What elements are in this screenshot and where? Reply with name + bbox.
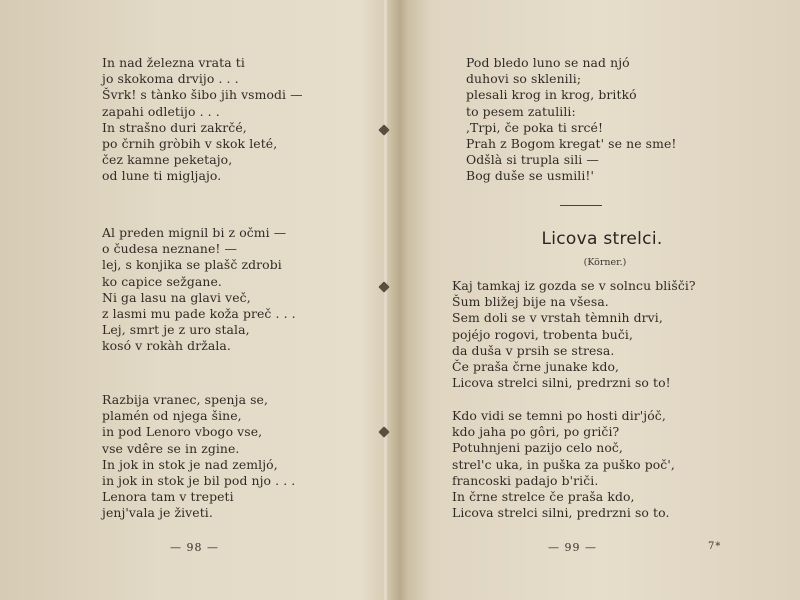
verse-line: Pod bledo luno se nad njó [466, 55, 630, 70]
section-divider [560, 205, 602, 206]
left-stanza-3 [102, 392, 295, 522]
verse-line: kosó v rokàh držala. [102, 338, 231, 354]
verse-line: plamén od njega šine, [102, 408, 242, 424]
verse-line: pojéjo rogovi, trobenta buči, [452, 326, 633, 342]
verse-line: In jok in stok je nad zemljó, [102, 456, 278, 472]
verse-line: Ni ga lasu na glavi več, [102, 289, 251, 305]
page-number: — 98 — [170, 541, 219, 554]
verse-line: ,Trpi, če poka ti srcé! [466, 119, 604, 135]
verse-line: jo skokoma drvijo . . . [102, 71, 239, 87]
verse-line: Švrk! s tànko šibo jih vsmodi — [102, 87, 303, 103]
poem-title: Licova strelci. [541, 229, 663, 249]
verse-line: Licova strelci silni, predrzni so to. [452, 505, 670, 521]
verse-line: to pesem zatulili: [466, 103, 576, 119]
left-stanza-1 [102, 55, 303, 185]
verse-line: Razbija vranec, spenja se, [102, 392, 269, 407]
verse-line: Potuhnjeni pazijo celo noč, [452, 440, 623, 456]
verse-line: plesali krog in krog, britkó [466, 87, 637, 103]
verse-line: Lej, smrt je z uro stala, [102, 322, 250, 338]
verse-line: lej, s konjika se plašč zdrobi [102, 257, 282, 273]
verse-line: strel'c uka, in puška za puško poč', [452, 456, 675, 472]
verse-line: in pod Lenoro vbogo vse, [102, 424, 263, 440]
verse-line: od lune ti migljajo. [102, 168, 222, 184]
verse-line: Šum bližej bije na všesa. [452, 294, 609, 310]
verse-line: Kdo vidi se temni po hosti dir'jóč, [452, 408, 666, 423]
verse-line: Če praša črne junake kdo, [452, 359, 620, 375]
verse-line: kdo jaha po gôri, po griči? [452, 424, 620, 440]
verse-line: Odšlà si trupla sili — [466, 152, 599, 168]
verse-line: francoski padajo b'riči. [452, 472, 599, 488]
left-stanza-2 [102, 225, 296, 355]
verse-line: čez kamne peketajo, [102, 152, 233, 168]
verse-line: Bog duše se usmili!' [466, 168, 594, 184]
verse-line: In strašno duri zakrčé, [102, 119, 247, 135]
right-stanza-top [466, 55, 677, 185]
verse-line: da duša v prsih se stresa. [452, 342, 615, 358]
signature-mark: 7* [708, 541, 722, 552]
verse-line: z lasmi mu pade koža preč . . . [102, 306, 296, 322]
verse-line: jenj'vala je živeti. [102, 505, 213, 521]
verse-line: Lenora tam v trepeti [102, 489, 234, 505]
verse-line: po črnih gròbih v skok leté, [102, 136, 278, 152]
right-stanza-2 [452, 408, 675, 521]
verse-line: Licova strelci silni, predrzni so to! [452, 375, 671, 391]
verse-line: duhovi so sklenili; [466, 71, 582, 87]
verse-line: In nad železna vrata ti [102, 55, 245, 70]
verse-line: ko capice sežgane. [102, 273, 222, 289]
verse-line: o čudesa neznane! — [102, 241, 237, 257]
poem-subtitle: (Körner.) [583, 257, 627, 268]
verse-line: Sem doli se v vrstah tèmnih drvi, [452, 310, 663, 326]
page-number: — 99 — [548, 541, 597, 554]
verse-line: zapahi odletijo . . . [102, 103, 220, 119]
verse-line: in jok in stok je bil pod njo . . . [102, 473, 296, 489]
verse-line: Kaj tamkaj iz gozda se v solncu blišči? [452, 278, 696, 293]
verse-line: vse vdêre se in zgine. [102, 440, 240, 456]
right-page [390, 0, 800, 600]
verse-line: Prah z Bogom kregat' se ne sme! [466, 136, 677, 152]
verse-line: Al preden mignil bi z očmi — [102, 225, 287, 240]
verse-line: In črne strelce če praša kdo, [452, 489, 635, 505]
left-page [0, 0, 385, 600]
right-stanza-1 [452, 278, 696, 391]
